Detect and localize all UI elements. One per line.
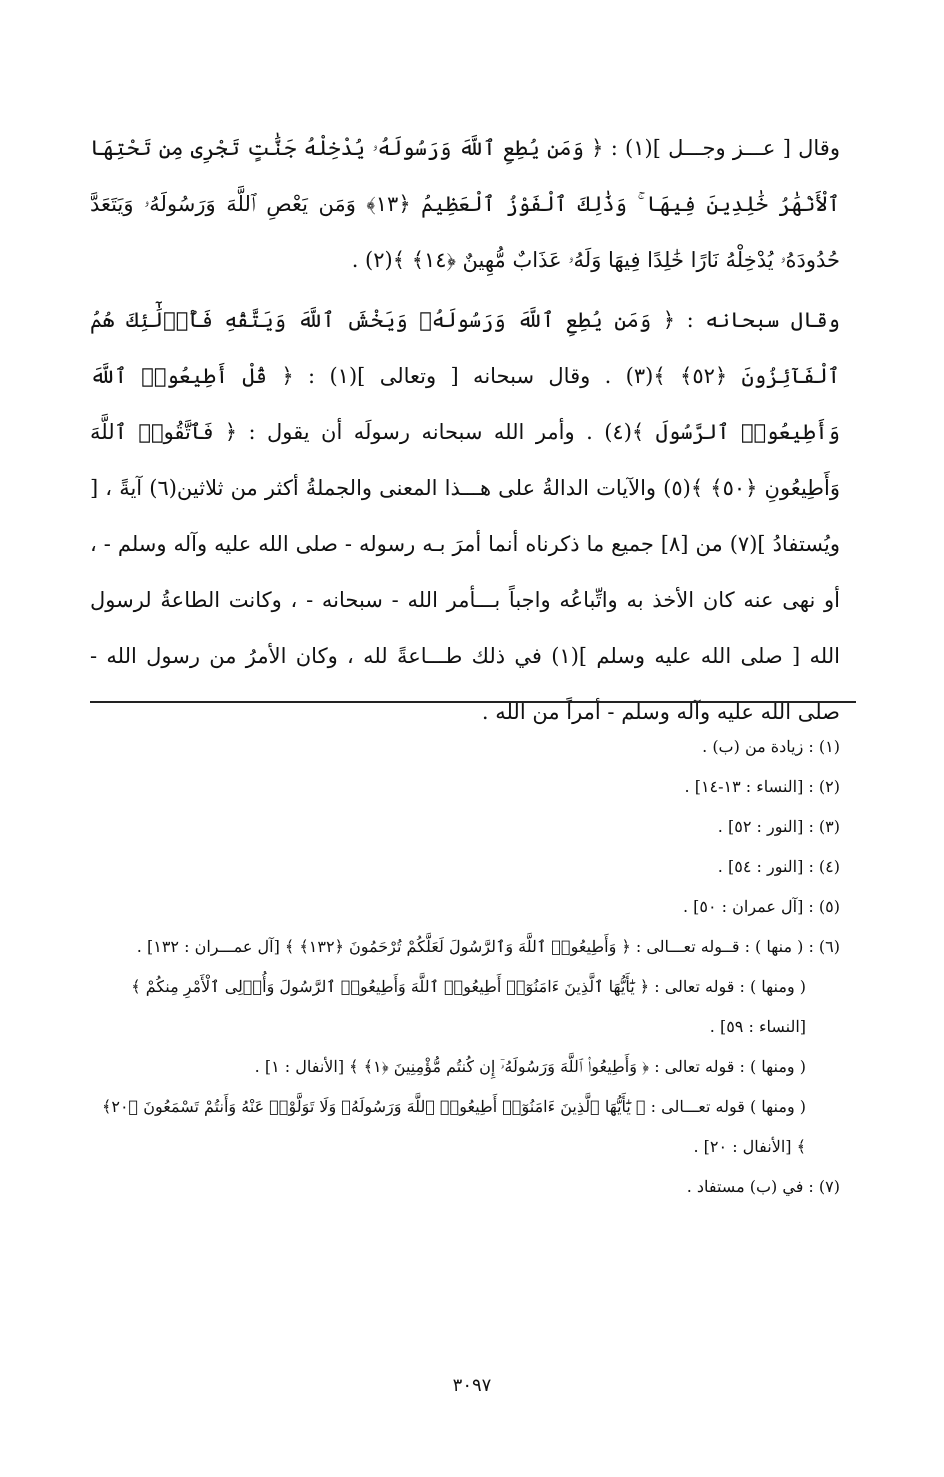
footnote-5: (٥) : [آل عمران : ٥٠] . <box>682 897 840 916</box>
footnote-6-continuation-1: ( ومنها ) : قوله تعالى : ﴿ يَٰٓأَيُّهَا ٱلَّذِينَ ءَامَنُوٓا۟ أَطِيعُوا۟ ٱللَّهَ وَأَطِيعُوا۟ ٱلرَّسُولَ وَأُو۟لِى ٱلْأَمْرِ مِنكُمْ ﴾ [النساء : ٥٩] . <box>131 977 806 1036</box>
footnote-6: (٦) : ( منها ) : قــوله تعـــالى : ﴿ وَأَطِيعُوا۟ ٱللَّهَ وَٱلرَّسُولَ لَعَلَّكُمْ تُرْحَمُونَ ﴿١٣٢﴾ ﴾ [آل عمـــران : ١٣٢] . <box>136 937 840 956</box>
footnote-separator <box>90 701 856 703</box>
page-number: ٣٠٩٧ <box>452 1375 492 1396</box>
paragraph-2: وقال سبحانه : ﴿ وَمَن يُطِعِ ٱللَّهَ وَرَسُولَهُۥ وَيَخْشَ ٱللَّهَ وَيَتَّقْهِ فَأُو۟لَٰٓئِكَ هُمُ ٱلْفَآئِزُونَ ﴿٥٢﴾ ﴾(٣) . وقال سبحانه [ وتعالى ](١) : ﴿ قُلْ أَطِيعُوا۟ ٱللَّهَ وَأَطِيعُوا۟ ٱلرَّسُولَ ﴾(٤) . وأمر الله سبحانه رسولَه أن يقول : ﴿ فَٱتَّقُوا۟ ٱللَّهَ وَأَطِيعُونِ ﴿٥٠﴾ ﴾(٥) والآيات الدالةُ على هـــذا المعنى والجملةُ أكثر من ثلاثين(٦) آيةً ، [ ويُستفادُ ](٧) من [٨] جميع ما ذكرناه أنما أمرَ بـه رسوله - صلى الله عليه وآله وسلم - ، أو نهى عنه كان الأخذ به واتِّباعُه واجباً بـــأمر الله - سبحانه - ، وكانت الطاعةُ لرسول الله [ صلى الله عليه وسلم ](١) في ذلك طـــاعةً لله ، وكان الأمرُ من رسول الله - صلى الله عليه وآله وسلم - أمراً من الله . <box>90 308 840 724</box>
paragraph-1: وقال [ عـــز وجـــل ](١) : ﴿ وَمَن يُطِعِ ٱللَّهَ وَرَسُولَهُۥ يُدْخِلْهُ جَنَّٰتٍ تَجْرِى مِن تَحْتِهَا ٱلْأَنْهَٰرُ خَٰلِدِينَ فِيهَا ۚ وَذَٰلِكَ ٱلْفَوْزُ ٱلْعَظِيمُ ﴿١٣﴾ وَمَن يَعْصِ ٱللَّهَ وَرَسُولَهُۥ وَيَتَعَدَّ حُدُودَهُۥ يُدْخِلْهُ نَارًا خَٰلِدًا فِيهَا وَلَهُۥ عَذَابٌ مُّهِينٌ ﴿١٤﴾ ﴾(٢) . <box>90 136 840 272</box>
footnote-4: (٤) : [النور : ٥٤] . <box>717 857 840 876</box>
footnote-6-continuation-3: ( ومنها ) قوله تعـــالى : ﴿ يَٰٓأَيُّهَا ٱلَّذِينَ ءَامَنُوٓا۟ أَطِيعُوا۟ ٱللَّهَ وَرَسُولَهُۥ وَلَا تَوَلَّوْا۟ عَنْهُ وَأَنتُمْ تَسْمَعُونَ ﴿٢٠﴾ ﴾ [الأنفال : ٢٠] . <box>101 1097 806 1156</box>
footnotes <box>90 727 840 1207</box>
main-text <box>90 120 840 740</box>
footnote-6-continuation-2: ( ومنها ) : قوله تعالى : ﴿ وَأَطِيعُوا۟ ٱللَّهَ وَرَسُولَهُۥٓ إِن كُنتُم مُّؤْمِنِينَ ﴿١﴾ ﴾ [الأنفال : ١] . <box>254 1057 806 1076</box>
footnote-1: (١) : زيادة من (ب) . <box>702 737 840 756</box>
footnote-7: (٧) : في (ب) مستفاد . <box>686 1177 840 1196</box>
footnote-3: (٣) : [النور : ٥٢] . <box>717 817 840 836</box>
footnote-2: (٢) : [النساء : ١٣-١٤] . <box>684 777 840 796</box>
